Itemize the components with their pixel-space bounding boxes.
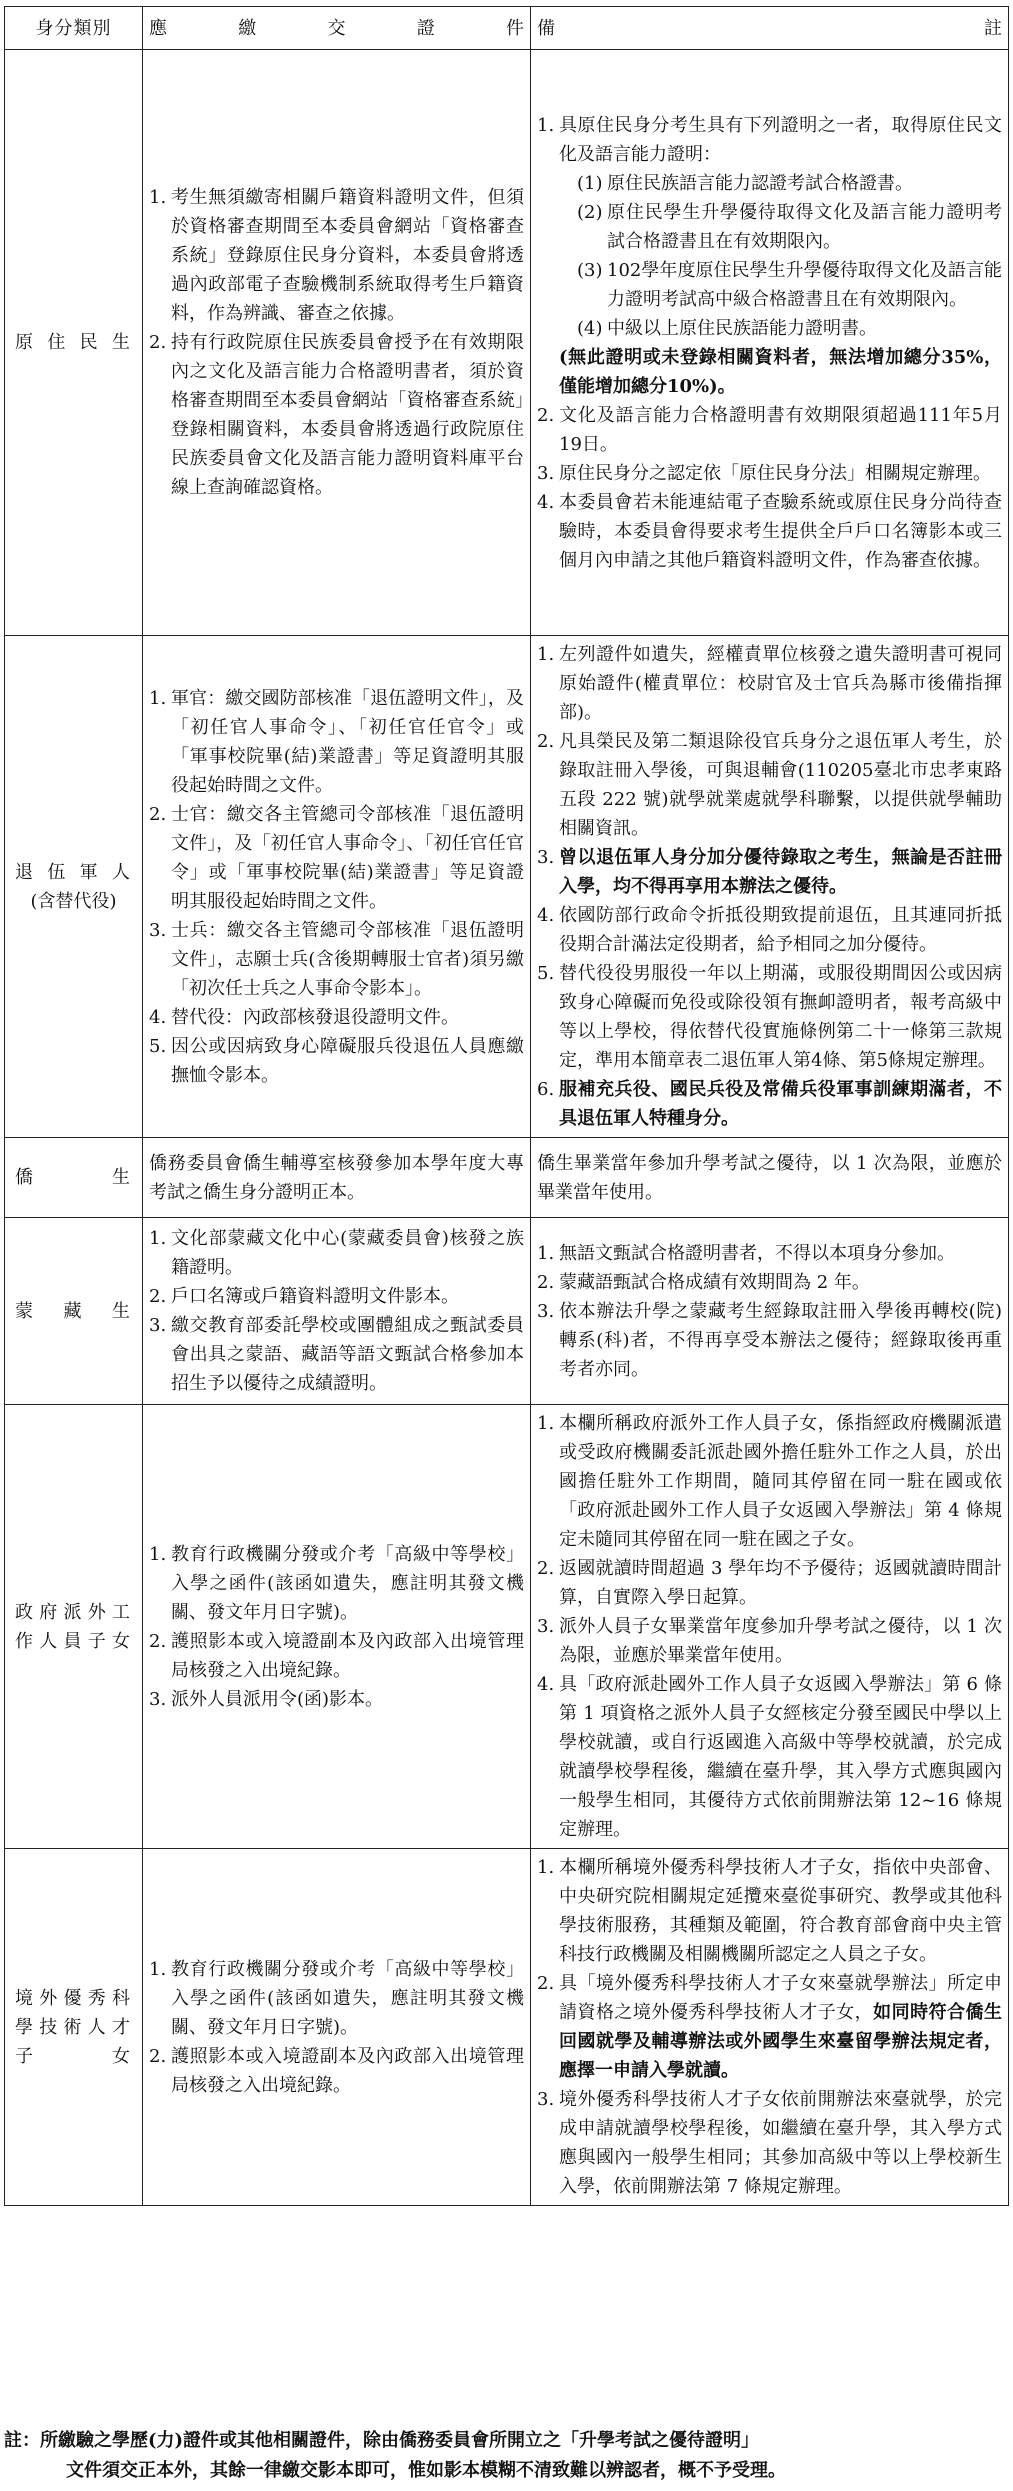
sub-item-number: (1)	[577, 172, 603, 194]
sub-item	[559, 256, 1002, 314]
notes-cell	[531, 50, 1009, 636]
item-text: 依本辦法升學之蒙藏考生經錄取註冊入學後再轉校(院)轉系(科)者，不得再享受本辦法之優待；經錄取後再重考者亦同。	[559, 1300, 1002, 1380]
note-item	[537, 727, 1002, 843]
item-number: 4.	[537, 1674, 555, 1695]
item-number: 2.	[149, 332, 167, 353]
item-number: 3.	[537, 847, 555, 868]
category-cell	[5, 1405, 143, 1849]
document-item	[149, 684, 524, 800]
note-item	[537, 1969, 1002, 2085]
documents-cell	[143, 1849, 531, 2206]
note-item	[537, 640, 1002, 727]
footnote-line-1: 註：所繳驗之學歷(力)證件或其他相關證件，除由僑務委員會所開立之「升學考試之優待證明」	[4, 2430, 760, 2451]
sub-item	[559, 314, 1002, 343]
item-text: 文化部蒙藏文化中心(蒙藏委員會)核發之族籍證明。	[171, 1228, 524, 1278]
item-text: 替代役：內政部核發退役證明文件。	[171, 1006, 459, 1028]
category-cell	[5, 1849, 143, 2206]
category-sublabel: (含替代役)	[30, 890, 117, 912]
document-item	[149, 1003, 524, 1032]
item-number: 1.	[149, 187, 167, 208]
row-mongolian-tibetan	[5, 1218, 1009, 1405]
item-number: 2.	[149, 1630, 167, 1652]
category-label: 僑生	[15, 1167, 132, 1188]
item-number: 1.	[149, 687, 167, 709]
document-list	[149, 1224, 524, 1398]
item-text: 具「政府派赴國外工作人員子女返國入學辦法」第 6 條第 1 項資格之派外人員子女經核定分發至國民中學以上學校就讀，或自行返國進入高級中等學校就讀，於完成就讀學校學程後，繼續在臺升學，其入學方式應與國內一般學生相同，其優待方式依前開辦法第 12~16 條規定辦理。	[559, 1674, 1002, 1840]
item-text: 因公或因病致身心障礙服兵役退伍人員應繳撫恤令影本。	[171, 1035, 524, 1086]
item-number: 4.	[149, 1006, 167, 1028]
document-item	[149, 1955, 524, 2042]
note-item	[537, 2085, 1002, 2201]
note-item	[537, 1297, 1002, 1384]
note-list	[537, 640, 1002, 1133]
header-char: 繳	[238, 17, 257, 39]
documents-cell	[143, 1138, 531, 1218]
item-text: 左列證件如遺失，經權責單位核發之遺失證明書可視同原始證件(權責單位：校尉官及士官兵為縣市後備指揮部)。	[559, 644, 1002, 723]
item-text: 派外人員子女畢業當年度參加升學考試之優待，以 1 次為限，並應於畢業當年使用。	[559, 1616, 1002, 1666]
document-list	[149, 1149, 524, 1207]
note-item	[537, 1149, 1002, 1207]
item-number: 1.	[149, 1958, 167, 1980]
item-text: 士兵：繳交各主管總司令部核准「退伍證明文件」，志願士兵(含後期轉服士官者)須另繳「初次任士兵之人事命令影本」。	[171, 919, 524, 999]
item-text: 文化及語言能力合格證明書有效期限須超過111年5月19日。	[559, 404, 1002, 455]
sub-item	[559, 198, 1002, 256]
document-list	[149, 684, 524, 1090]
item-number: 5.	[149, 1035, 167, 1057]
document-item	[149, 1540, 524, 1627]
item-text: 戶口名簿或戶籍資料證明文件影本。	[171, 1286, 459, 1307]
item-number: 1.	[149, 1543, 167, 1565]
header-char: 交	[327, 17, 346, 39]
sub-item-text: 中級以上原住民族語能力證明書。	[607, 317, 877, 339]
note-item	[537, 111, 1002, 401]
item-number: 2.	[537, 1973, 555, 1994]
sub-item-text: 原住民族語言能力認證考試合格證書。	[607, 172, 913, 194]
item-number: 3.	[149, 919, 167, 941]
note-item	[537, 1409, 1002, 1554]
category-cell	[5, 636, 143, 1138]
item-number: 2.	[149, 2045, 167, 2067]
item-number: 1.	[149, 1228, 167, 1249]
item-text: 凡具榮民及第二類退除役官兵身分之退伍軍人考生，於錄取註冊入學後，可與退輔會(110205臺北市忠孝東路五段 222 號)就學就業處就學科聯繫，以提供就學輔助相關資訊。	[559, 731, 1002, 839]
item-number: 4.	[537, 491, 555, 513]
item-number: 3.	[537, 1616, 555, 1637]
document-item	[149, 1685, 524, 1714]
row-overseas-chinese	[5, 1138, 1009, 1218]
item-number: 1.	[537, 1242, 555, 1264]
row-foreign-talent-children	[5, 1849, 1009, 2206]
sub-item-text: 原住民學生升學優待取得文化及語言能力證明考試合格證書且在有效期限內。	[607, 201, 1002, 252]
category-cell	[5, 1218, 143, 1405]
category-cell	[5, 50, 143, 636]
document-item	[149, 1311, 524, 1398]
sub-item-number: (2)	[577, 201, 603, 223]
item-number: 6.	[537, 1079, 555, 1100]
item-text: 繳交教育部委託學校或團體組成之甄試委員會出具之蒙語、藏語等語文甄試合格參加本招生予以優待之成績證明。	[171, 1315, 524, 1394]
item-text: 考生無須繳寄相關戶籍資料證明文件，但須於資格審查期間至本委員會網站「資格審查系統」登錄原住民身分資料，本委員會將透過內政部電子查驗機制系統取得考生戶籍資料，作為辨識、審查之依據。	[171, 187, 524, 324]
document-item	[149, 183, 524, 328]
item-number: 2.	[537, 1558, 555, 1579]
note-list	[537, 1239, 1002, 1384]
item-text: 護照影本或入境證副本及內政部入出境管理局核發之入出境紀錄。	[171, 1630, 524, 1681]
note-item	[537, 1239, 1002, 1268]
documents-cell	[143, 1218, 531, 1405]
item-text: 護照影本或入境證副本及內政部入出境管理局核發之入出境紀錄。	[171, 2045, 524, 2096]
sub-item-number: (4)	[577, 317, 603, 339]
notes-cell	[531, 1218, 1009, 1405]
item-text: 軍官：繳交國防部核准「退伍證明文件」，及「初任官人事命令」、「初任官任官令」或「軍事校院畢(結)業證書」等足資證明其服役起始時間之文件。	[171, 687, 524, 796]
document-item	[149, 2042, 524, 2100]
document-item	[149, 916, 524, 1003]
notes-cell	[531, 1405, 1009, 1849]
sub-list	[559, 169, 1002, 343]
footnote-line-2: 文件須交正本外，其餘一律繳交影本即可，惟如影本模糊不清致難以辨認者，概不予受理。	[66, 2460, 786, 2481]
header-char: 備	[537, 17, 555, 39]
item-text: 本委員會若未能連結電子查驗系統或原住民身分尚待查驗時，本委員會得要求考生提供全戶戶口名簿影本或三個月內申請之其他戶籍資料證明文件，作為審查依據。	[559, 491, 1002, 571]
item-text: 本欄所稱境外優秀科學技術人才子女，指依中央部會、中央研究院相關規定延攬來臺從事研究、教學或其他科學技術服務，其種類及範圍，符合教育部會商中央主管科技行政機關及相關機關所認定之人員之子女。	[559, 1857, 1002, 1965]
item-number: 1.	[537, 644, 555, 665]
document-item	[149, 800, 524, 916]
item-number: 5.	[537, 963, 555, 984]
sub-item-text: 102學年度原住民學生升學優待取得文化及語言能力證明考試高中級合格證書且在有效期限內。	[607, 259, 1002, 310]
note-item	[537, 1853, 1002, 1969]
item-number: 2.	[149, 803, 167, 825]
documents-cell	[143, 50, 531, 636]
header-documents	[143, 7, 531, 50]
item-text: 服補充兵役、國民兵役及常備兵役軍事訓練期滿者，不具退伍軍人特種身分。	[559, 1079, 1002, 1129]
category-cell	[5, 1138, 143, 1218]
note-item	[537, 488, 1002, 575]
header-char: 證	[416, 17, 435, 39]
item-number: 2.	[537, 404, 555, 426]
header-char: 應	[149, 17, 167, 39]
item-text: 原住民身分之認定依「原住民身分法」相關規定辦理。	[559, 462, 991, 484]
item-number: 3.	[149, 1688, 167, 1710]
item-text: 派外人員派用令(函)影本。	[171, 1688, 384, 1710]
item-text: 教育行政機關分發或介考「高級中等學校」入學之函件(該函如遺失，應註明其發文機關、發文年月日字號)。	[171, 1958, 524, 2038]
item-text: 僑生畢業當年參加升學考試之優待，以 1 次為限，並應於畢業當年使用。	[537, 1152, 1002, 1203]
document-item	[149, 1282, 524, 1311]
document-item	[149, 1032, 524, 1090]
note-item	[537, 959, 1002, 1075]
item-text: 境外優秀科學技術人才子女依前開辦法來臺就學，於完成申請就讀學校學程後，如繼續在臺升學，其入學方式應與國內一般學生相同；其參加高級中等以上學校新生入學，依前開辦法第 7 條規定辦理。	[559, 2089, 1002, 2197]
item-text: 曾以退伍軍人身分加分優待錄取之考生，無論是否註冊入學，均不得再享用本辦法之優待。	[559, 847, 1002, 897]
category-label: 原住民生	[15, 332, 132, 353]
note-list	[537, 1853, 1002, 2201]
notes-cell	[531, 1138, 1009, 1218]
item-number: 2.	[537, 1271, 555, 1293]
document-item	[149, 1149, 524, 1207]
note-item	[537, 459, 1002, 488]
document-list	[149, 1955, 524, 2100]
item-text: 僑務委員會僑生輔導室核發參加本學年度大專考試之僑生身分證明正本。	[149, 1152, 524, 1203]
item-text: 蒙藏語甄試合格成績有效期間為 2 年。	[559, 1271, 870, 1293]
item-text: 具「境外優秀科學技術人才子女來臺就學辦法」所定申請資格之境外優秀科學技術人才子女，	[559, 1973, 1002, 2023]
note-item	[537, 1075, 1002, 1133]
documents-cell	[143, 1405, 531, 1849]
header-char: 註	[984, 17, 1002, 39]
note-item	[537, 401, 1002, 459]
category-label: 政府派外工作人員子女	[15, 1601, 132, 1652]
item-number: 3.	[537, 2089, 555, 2110]
item-text: 教育行政機關分發或介考「高級中等學校」入學之函件(該函如遺失，應註明其發文機關、發文年月日字號)。	[171, 1543, 524, 1623]
item-text: 替代役役男服役一年以上期滿，或服役期間因公或因病致身心障礙而免役或除役領有撫卹證明者，報考高級中等以上學校，得依替代役實施條例第二十一條第三款規定，準用本簡章表二退伍軍人第4條、第5條規定辦理。	[559, 963, 1002, 1071]
document-list	[149, 183, 524, 502]
item-text: 具原住民身分考生具有下列證明之一者，取得原住民文化及語言能力證明：	[559, 114, 1002, 165]
category-label: 蒙藏生	[15, 1300, 132, 1322]
item-text: 本欄所稱政府派外工作人員子女，係指經政府機關派遣或受政府機關委託派赴國外擔任駐外工作之人員，於出國擔任駐外工作期間，隨同其停留在同一駐在國或依「政府派赴國外工作人員子女返國入學辦法」第 4 條規定未隨同其停留在同一駐在國之子女。	[559, 1413, 1002, 1550]
item-text: 依國防部行政命令折抵役期致提前退伍，且其連同折抵役期合計滿法定役期者，給予相同之加分優待。	[559, 905, 1002, 955]
document-list	[149, 1540, 524, 1714]
note-list	[537, 111, 1002, 575]
item-text: 返國就讀時間超過 3 學年均不予優待；返國就讀時間計算，自實際入學日起算。	[559, 1558, 1002, 1608]
document-item	[149, 328, 524, 502]
note-list	[537, 1149, 1002, 1207]
category-label: 境外優秀科學技術人才子女	[15, 1987, 132, 2067]
item-number: 1.	[537, 1857, 555, 1878]
sub-item-number: (3)	[577, 259, 603, 281]
row-indigenous	[5, 50, 1009, 636]
table-header-row	[5, 7, 1009, 50]
document-item	[149, 1627, 524, 1685]
item-number: 3.	[537, 462, 555, 484]
item-bold-text: 如同時符合僑生回國就學及輔導辦法或外國學生來臺留學辦法規定者，應擇一申請入學就讀。	[559, 2002, 1003, 2081]
note-item	[537, 901, 1002, 959]
identity-category-table	[4, 6, 1009, 2206]
row-govt-expat-children	[5, 1405, 1009, 1849]
note-item	[537, 1554, 1002, 1612]
note-item	[537, 843, 1002, 901]
category-label: 退伍軍人	[15, 861, 132, 883]
item-number: 3.	[149, 1315, 167, 1336]
item-number: 1.	[537, 114, 555, 136]
item-bold-text: (無此證明或未登錄相關資料者，無法增加總分35%，僅能增加總分10%)。	[559, 346, 1002, 397]
note-list	[537, 1409, 1002, 1844]
note-item	[537, 1268, 1002, 1297]
documents-cell	[143, 636, 531, 1138]
header-notes	[531, 7, 1009, 50]
item-number: 1.	[537, 1413, 555, 1434]
item-number: 3.	[537, 1300, 555, 1322]
item-number: 2.	[537, 731, 555, 752]
item-text: 持有行政院原住民族委員會授予在有效期限內之文化及語言能力合格證明書者，須於資格審查期間至本委員會網站「資格審查系統」登錄相關資料，本委員會將透過行政院原住民族委員會文化及語言能力證明資料庫平台線上查詢確認資格。	[171, 332, 524, 498]
item-text: 無語文甄試合格證明書者，不得以本項身分參加。	[559, 1242, 955, 1264]
row-veteran	[5, 636, 1009, 1138]
item-number: 4.	[537, 905, 555, 926]
note-item	[537, 1670, 1002, 1844]
item-text: 士官：繳交各主管總司令部核准「退伍證明文件」，及「初任官人事命令」、「初任官任官令」或「軍事校院畢(結)業證書」等足資證明其服役起始時間之文件。	[171, 803, 524, 912]
header-char: 件	[506, 17, 524, 39]
header-category: 身分類別	[5, 7, 143, 50]
footnote	[4, 2426, 1008, 2486]
notes-cell	[531, 1849, 1009, 2206]
document-item	[149, 1224, 524, 1282]
note-item	[537, 1612, 1002, 1670]
sub-item	[559, 169, 1002, 198]
item-number: 2.	[149, 1286, 167, 1307]
notes-cell	[531, 636, 1009, 1138]
